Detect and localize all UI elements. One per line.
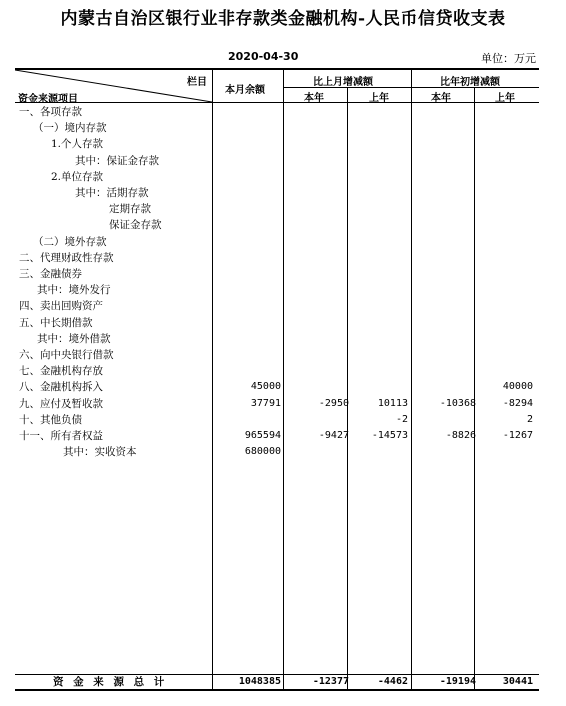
header-ytd-this-year: 本年 [431,93,451,104]
data-table [15,68,539,691]
cell-ytd-last-year: -8294 [502,397,533,409]
cell-ytd-last-year: 40000 [502,381,533,393]
header-balance: 本月余额 [225,85,265,96]
row-label: 定期存款 [109,203,151,216]
row-label: 一、各项存款 [19,106,82,118]
table-row [15,266,539,282]
cell-balance: 680000 [244,446,281,458]
cell-mom-this-year: -9427 [318,430,349,441]
total-label: 资 金 来 源 总 计 [53,676,168,688]
row-label: 十一、所有者权益 [19,430,103,442]
header-mom-last-year: 上年 [369,93,389,104]
table-row [15,298,539,314]
cell-ytd-this-year: -10368 [439,397,476,409]
row-label: 2.单位存款 [51,170,104,183]
header-ytd-last-year: 上年 [495,93,515,104]
table-row [15,201,539,217]
row-label: 八、金融机构拆入 [19,381,103,394]
table-row [15,234,539,250]
cell-mom-this-year: -2950 [318,397,349,409]
cell-mom-last-year: 10113 [377,397,408,409]
row-label: 保证金存款 [109,219,162,232]
table-row [15,347,539,363]
total-ytd-last-year: 30441 [502,676,533,687]
cell-mom-last-year: -2 [395,413,408,425]
report-date: 2020-04-30 [228,50,299,63]
row-label: 其中：活期存款 [75,187,149,199]
total-ytd-this-year: -19194 [439,676,476,687]
table-row [15,428,539,444]
row-label: 其中：实收资本 [63,446,137,459]
table-row [15,136,539,152]
header-ytd: 比年初增减额 [440,77,500,88]
table-row [15,363,539,379]
table-row [15,396,539,412]
header-mom-this-year: 本年 [304,93,324,104]
table-row [15,379,539,395]
row-label: 其中：保证金存款 [75,154,159,167]
table-row [15,120,539,136]
table-row [15,153,539,169]
cell-ytd-this-year: -8826 [445,430,476,441]
row-label: 十、其他负债 [19,413,82,426]
table-row [15,444,539,460]
total-row [15,674,539,690]
row-label: 六、向中央银行借款 [19,349,114,361]
table-row [15,217,539,233]
cell-balance: 45000 [250,381,281,393]
row-label: 四、卖出回购资产 [19,300,103,313]
unit-label: 单位：万元 [481,52,536,65]
cell-balance: 37791 [250,397,281,409]
table-row [15,412,539,428]
total-mom-this-year: -12377 [312,676,349,687]
row-label: （一）境内存款 [33,122,107,135]
total-mom-last-year: -4462 [377,676,408,687]
table-row [15,315,539,331]
row-label: 七、金融机构存放 [19,365,103,378]
table-row [15,104,539,120]
row-label: 1.个人存款 [51,138,104,151]
total-balance: 1048385 [238,676,281,687]
row-label: 五、中长期借款 [19,316,93,329]
cell-mom-last-year: -14573 [371,430,408,441]
row-label: （二）境外存款 [33,235,107,248]
header-mom: 比上月增减额 [313,77,373,88]
table-row [15,169,539,185]
table-row [15,331,539,347]
row-label: 九、应付及暂收款 [19,397,103,410]
cell-balance: 965594 [244,430,281,441]
table-row [15,282,539,298]
cell-ytd-last-year: 2 [526,413,533,425]
header-row-item: 资金来源项目 [18,94,78,105]
table-row [15,185,539,201]
table-row [15,250,539,266]
row-label: 二、代理财政性存款 [19,251,114,264]
report-title: 内蒙古自治区银行业非存款类金融机构-人民币信贷收支表 [60,9,506,29]
header-col-item: 栏目 [187,77,207,88]
row-label: 其中：境外发行 [37,284,111,297]
row-label: 三、金融债券 [19,268,82,280]
row-label: 其中：境外借款 [37,332,111,345]
cell-ytd-last-year: -1267 [502,430,533,441]
